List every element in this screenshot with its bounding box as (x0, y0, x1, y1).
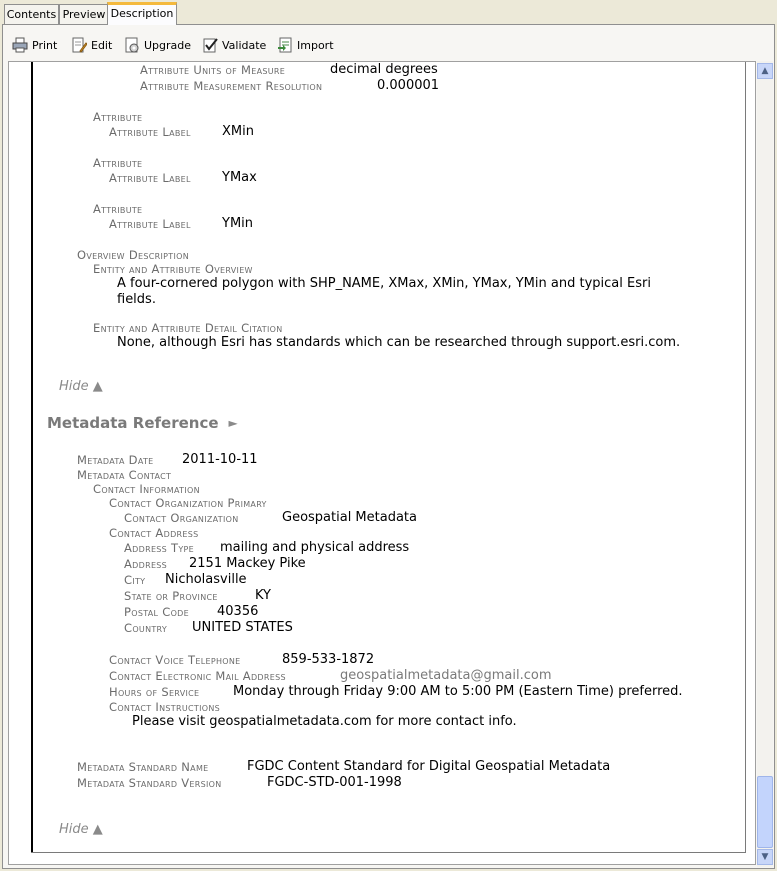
section-title: Metadata Reference (47, 414, 219, 432)
expand-arrow-icon: ► (228, 416, 238, 430)
contact-org-primary-heading: Contact Organization Primary (109, 496, 267, 510)
upgrade-label: Upgrade (144, 38, 192, 52)
email-label: Contact Electronic Mail Address (109, 669, 286, 683)
upgrade-button[interactable] (124, 34, 191, 56)
scroll-down-button[interactable] (757, 849, 773, 865)
validate-button[interactable] (202, 34, 266, 56)
import-icon (277, 37, 293, 53)
edit-label: Edit (91, 38, 113, 52)
scroll-up-button[interactable] (757, 63, 773, 79)
standard-name-value: FGDC Content Standard for Digital Geospatial Metadata (247, 759, 611, 774)
country-value: UNITED STATES (192, 620, 293, 635)
attribute-label-key: Attribute Label (109, 171, 191, 185)
attribute-label-value: YMin (222, 216, 254, 231)
hours-label: Hours of Service (109, 685, 200, 699)
tab-preview[interactable]: Preview (59, 4, 109, 24)
validate-icon (202, 37, 218, 53)
print-label: Print (32, 38, 58, 52)
metadata-reference-header[interactable] (47, 414, 238, 432)
tab-description[interactable]: Description (107, 2, 177, 25)
printer-icon (12, 37, 28, 53)
address-label: Address (124, 557, 168, 571)
units-label: Attribute Units of Measure (140, 63, 286, 77)
phone-label: Contact Voice Telephone (109, 653, 241, 667)
state-value: KY (255, 588, 272, 603)
address-value: 2151 Mackey Pike (189, 556, 306, 571)
standard-version-value: FGDC-STD-001-1998 (267, 775, 402, 790)
contact-org-label: Contact Organization (124, 511, 239, 525)
overview-description-heading: Overview Description (77, 248, 189, 262)
chevron-up-icon: ▲ (761, 66, 769, 76)
edit-button[interactable] (71, 34, 112, 56)
country-label: Country (124, 621, 168, 635)
print-button[interactable] (12, 34, 57, 56)
hide-toggle[interactable]: Hide ▲ (59, 822, 103, 837)
hide-toggle[interactable]: Hide ▲ (59, 379, 103, 394)
chevron-down-icon: ▼ (761, 852, 769, 862)
units-value: decimal degrees (330, 62, 438, 77)
attribute-label-key: Attribute Label (109, 125, 191, 139)
edit-icon (71, 37, 87, 53)
state-label: State or Province (124, 589, 218, 603)
import-button[interactable] (277, 34, 334, 56)
entity-overview-label: Entity and Attribute Overview (93, 262, 253, 276)
address-type-value: mailing and physical address (220, 540, 410, 555)
vertical-scrollbar[interactable] (757, 61, 773, 867)
address-type-label: Address Type (124, 541, 195, 555)
city-label: City (124, 573, 146, 587)
scroll-thumb[interactable] (757, 776, 773, 848)
entity-overview-text: A four-cornered polygon with SHP_NAME, XMax, XMin, YMax, YMin and typical Esri (117, 276, 651, 291)
metadata-date-label: Metadata Date (77, 453, 154, 467)
standard-version-label: Metadata Standard Version (77, 776, 222, 790)
postal-code-value: 40356 (217, 604, 259, 619)
instructions-value: Please visit geospatialmetadata.com for more contact info. (132, 714, 517, 729)
metadata-date-value: 2011-10-11 (182, 452, 258, 467)
validate-label: Validate (222, 38, 267, 52)
contact-information-heading: Contact Information (93, 482, 200, 496)
metadata-document (8, 61, 756, 865)
entity-overview-text-cont: fields. (117, 292, 156, 307)
section-border (31, 62, 33, 852)
hours-value: Monday through Friday 9:00 AM to 5:00 PM (Eastern Time) preferred. (233, 684, 683, 699)
upgrade-icon (124, 37, 140, 53)
import-label: Import (297, 38, 334, 52)
attribute-heading: Attribute (93, 202, 143, 216)
attribute-label-key: Attribute Label (109, 217, 191, 231)
email-link[interactable]: geospatialmetadata@gmail.com (340, 668, 552, 683)
resolution-label: Attribute Measurement Resolution (140, 79, 323, 93)
attribute-heading: Attribute (93, 156, 143, 170)
postal-code-label: Postal Code (124, 605, 190, 619)
attribute-label-value: YMax (222, 170, 257, 185)
contact-address-heading: Contact Address (109, 526, 199, 540)
detail-citation-label: Entity and Attribute Detail Citation (93, 321, 283, 335)
attribute-label-value: XMin (222, 124, 254, 139)
city-value: Nicholasville (165, 572, 247, 587)
resolution-value: 0.000001 (377, 78, 440, 93)
instructions-label: Contact Instructions (109, 700, 220, 714)
detail-citation-text: None, although Esri has standards which can be researched through support.esri.com. (117, 335, 681, 350)
attribute-heading: Attribute (93, 110, 143, 124)
standard-name-label: Metadata Standard Name (77, 760, 209, 774)
contact-org-value: Geospatial Metadata (282, 510, 417, 525)
section-border-bottom (31, 852, 745, 853)
metadata-contact-heading: Metadata Contact (77, 468, 172, 482)
section-border-right (745, 62, 746, 853)
tab-contents[interactable]: Contents (4, 4, 59, 24)
phone-value: 859-533-1872 (282, 652, 375, 667)
